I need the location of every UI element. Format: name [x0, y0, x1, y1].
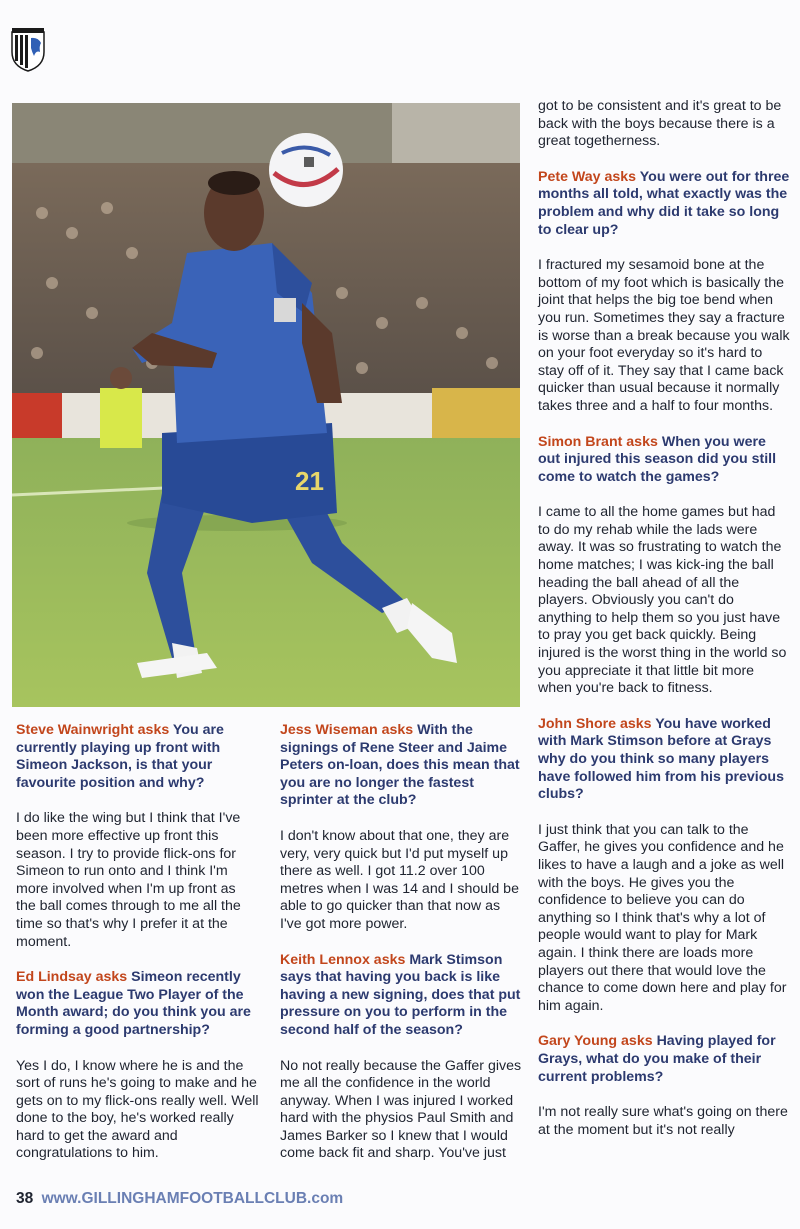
question-1 — [538, 169, 790, 239]
asker-name: Simon Brant asks — [538, 433, 658, 450]
answer-text: Yes I do, I know where he is and the sort of runs he's going to make and he gets on to my flick-ons really well. Well done to the boy, he's worked really hard to get the award and congratulations to him. — [16, 1057, 259, 1162]
asker-name: Gary Young asks — [538, 1033, 653, 1050]
question-text: Having played for Grays, what do you make of their current problems? — [538, 1033, 776, 1085]
column-middle — [280, 722, 524, 1181]
answer-text: I just think that you can talk to the Gaffer, he gives you confidence and he likes to have a laugh and a joke as well with the boys. He gives you the confidence to believe you can do anything so I think that's why a lot of people would want to play for Mark again. I think there are loads more players out there that would love the chance to come down here and play for him again. — [538, 821, 787, 1014]
question-1 — [16, 722, 259, 792]
asker-name: Keith Lennox asks — [280, 951, 406, 968]
question-4 — [538, 1033, 790, 1086]
asker-name: Steve Wainwright asks — [16, 722, 170, 738]
website-link[interactable]: www.GILLINGHAMFOOTBALLCLUB.com — [41, 1190, 344, 1207]
asker-name: John Shore asks — [538, 715, 652, 732]
asker-name: Jess Wiseman asks — [280, 722, 414, 738]
question-text: You were out for three months all told, what exactly was the problem and why did it take so long to clear up? — [538, 168, 790, 238]
player-photo — [12, 103, 520, 707]
page-footer — [16, 1190, 343, 1208]
answer-text: I'm not really sure what's going on there at the moment but it's not really — [538, 1104, 788, 1138]
question-text: You are currently playing up front with Simeon Jackson, is that your favourite position and why? — [16, 722, 224, 791]
column-right — [538, 98, 790, 1157]
question-2 — [538, 434, 790, 487]
question-text: Simeon recently won the League Two Player of the Month award; do you think you are forming a good partnership? — [16, 969, 251, 1038]
answer-text: I do like the wing but I think that I've been more effective up front this season. I try to provide flick-ons for Simeon to run onto and I think I'm more involved when I'm up front as the ball comes through to me all the time so that's why I prefer it at the moment. — [16, 810, 241, 950]
answer-text: I came to all the home games but had to do my rehab while the lads were away. It was so frustrating to watch the home matches; I was kick-ing the ball heading the ball ahead of all the players. Obviously you can't do anything to help them so you just have to pray you get back quickly. Being injured is the worst thing in the world so you appreciate it that little bit more when you're back to fitness. — [538, 504, 787, 697]
answer-text: No not really because the Gaffer gives me all the confidence in the world anyway. When I was injured I worked hard with the physios Paul Smith and James Barker so I knew that I would come back fit and sharp. You've just — [280, 1057, 522, 1162]
question-text: You have worked with Mark Stimson before at Grays why do you think so many players have followed him from his previous clubs? — [538, 715, 784, 803]
question-1 — [280, 722, 524, 810]
answer-text: I don't know about that one, they are very, very quick but I'd put myself up there as well. I got 11.2 over 100 metres when I was 14 and I should be able to go quicker than that now as I've got more power. — [280, 827, 519, 932]
continuation-text: got to be consistent and it's great to be back with the boys because there is a great togetherness. — [538, 98, 782, 150]
question-2 — [16, 969, 259, 1039]
question-2 — [280, 952, 524, 1040]
question-3 — [538, 716, 790, 804]
club-crest-logo — [10, 26, 46, 72]
column-left — [16, 722, 259, 1181]
asker-name: Ed Lindsay asks — [16, 969, 128, 986]
asker-name: Pete Way asks — [538, 168, 637, 185]
shirt-number: 21 — [295, 466, 324, 496]
question-text: When you were out injured this season did you still come to watch the games? — [538, 433, 777, 485]
question-text: With the signings of Rene Steer and Jaime Peters on-loan, does this mean that you are no longer the fastest sprinter at the club? — [280, 722, 520, 809]
page-number: 38 — [16, 1190, 34, 1207]
question-text: Mark Stimson says that having you back is like having a new signing, does that put pressure on you to perform in the second half of the season? — [280, 951, 521, 1038]
answer-text: I fractured my sesamoid bone at the bottom of my foot which is basically the joint that helps the big toe bend when you run. Sometimes they say a fracture is worse than a break because you walk on your foot everyday so it's hard to stay off of it. They say that I came back quicker than usual because it normally takes three and a half to four months. — [538, 257, 790, 414]
